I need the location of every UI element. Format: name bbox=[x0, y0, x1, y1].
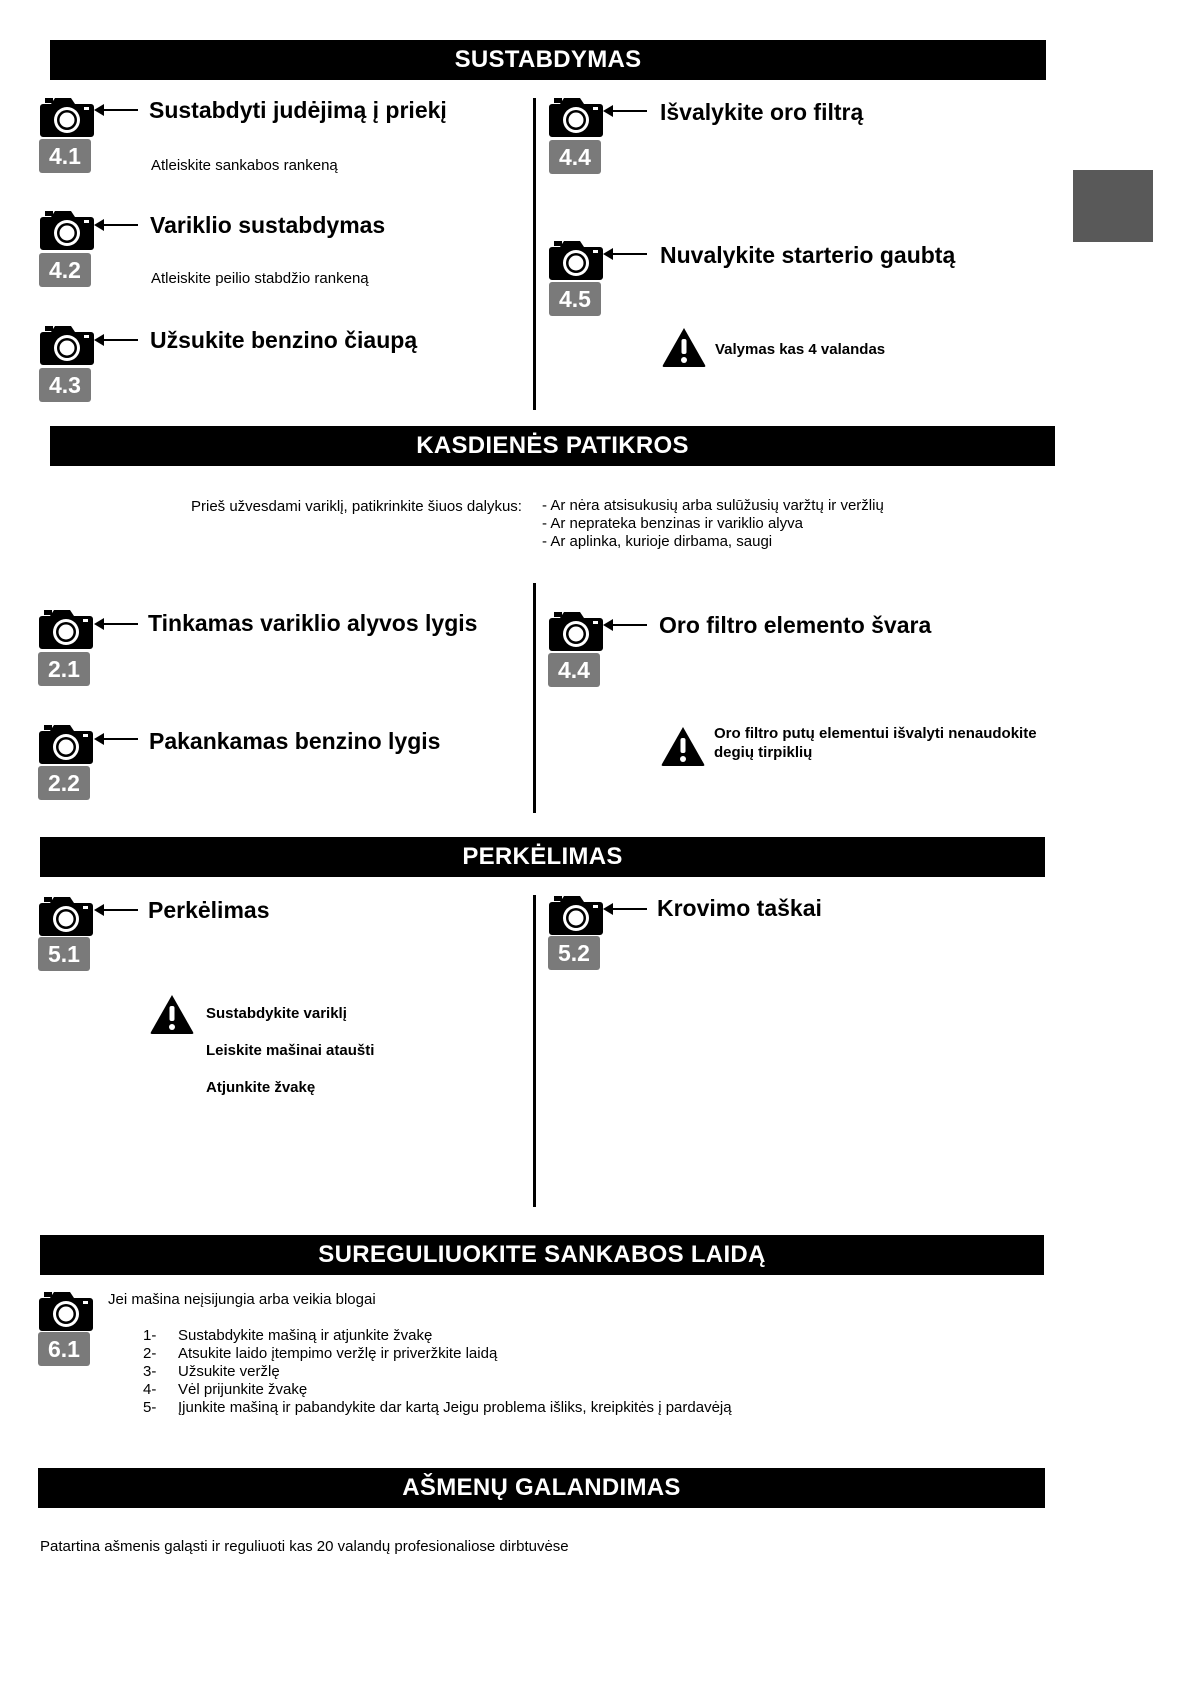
warning-icon bbox=[661, 326, 707, 368]
step-badge: 4.4 bbox=[548, 653, 600, 687]
section-header-transport: PERKĖLIMAS bbox=[40, 837, 1045, 877]
step-title: Užsukite benzino čiaupą bbox=[150, 327, 418, 353]
section-header-blades: AŠMENŲ GALANDIMAS bbox=[38, 1468, 1045, 1508]
step-badge: 4.3 bbox=[39, 368, 91, 402]
clutch-intro: Jei mašina neįsijungia arba veikia blogai bbox=[108, 1291, 376, 1308]
section-header-daily: KASDIENĖS PATIKROS bbox=[50, 426, 1055, 466]
camera-icon bbox=[38, 721, 94, 765]
warning-icon bbox=[660, 725, 706, 767]
arrow-left-icon bbox=[94, 903, 138, 917]
step-text: Vėl prijunkite žvakę bbox=[178, 1381, 308, 1398]
step-badge: 4.4 bbox=[549, 140, 601, 174]
step-text: Užsukite veržlę bbox=[178, 1363, 280, 1380]
step-title: Išvalykite oro filtrą bbox=[660, 99, 864, 125]
arrow-left-icon bbox=[94, 103, 138, 117]
warning-icon bbox=[149, 993, 195, 1035]
check-item: - Ar neprateka benzinas ir variklio alyva bbox=[542, 515, 803, 532]
arrow-left-icon bbox=[94, 333, 138, 347]
camera-icon bbox=[548, 94, 604, 138]
step-text: Atsukite laido įtempimo veržlę ir priveržkite laidą bbox=[178, 1345, 498, 1362]
check-item: - Ar aplinka, kurioje dirbama, saugi bbox=[542, 533, 773, 550]
camera-icon bbox=[38, 1288, 94, 1332]
step-title: Sustabdyti judėjimą į priekį bbox=[149, 97, 447, 123]
warning-line: degių tirpiklių bbox=[714, 744, 813, 761]
column-divider bbox=[533, 98, 536, 410]
arrow-left-icon bbox=[603, 247, 647, 261]
step-badge: 6.1 bbox=[38, 1332, 90, 1366]
step-badge: 4.5 bbox=[549, 282, 601, 316]
blades-note: Patartina ašmenis galąsti ir reguliuoti kas 20 valandų profesionaliose dirbtuvėse bbox=[40, 1538, 569, 1555]
chapter-tab bbox=[1073, 170, 1153, 242]
step-text: Sustabdykite mašiną ir atjunkite žvakę bbox=[178, 1327, 433, 1344]
column-divider bbox=[533, 583, 536, 813]
warning-list bbox=[206, 995, 374, 1106]
column-divider bbox=[533, 895, 536, 1207]
arrow-left-icon bbox=[94, 218, 138, 232]
warning-line: Atjunkite žvakę bbox=[206, 1079, 316, 1096]
warning-text bbox=[714, 724, 1037, 762]
step-badge: 5.1 bbox=[38, 937, 90, 971]
warning-line: Sustabdykite variklį bbox=[206, 1005, 347, 1022]
camera-icon bbox=[548, 892, 604, 936]
list-item bbox=[143, 1381, 732, 1399]
step-badge: 4.1 bbox=[39, 139, 91, 173]
camera-icon bbox=[38, 893, 94, 937]
step-title: Tinkamas variklio alyvos lygis bbox=[148, 610, 478, 636]
camera-icon bbox=[548, 608, 604, 652]
step-title: Perkėlimas bbox=[148, 897, 270, 923]
daily-checks bbox=[542, 497, 884, 551]
step-text: Įjunkite mašiną ir pabandykite dar kartą Jeigu problema išliks, kreipkitės į pardavėją bbox=[178, 1399, 732, 1416]
step-note: Atleiskite peilio stabdžio rankeną bbox=[151, 270, 369, 287]
list-item bbox=[143, 1399, 732, 1417]
step-badge: 2.2 bbox=[38, 766, 90, 800]
arrow-left-icon bbox=[603, 902, 647, 916]
step-number: 5- bbox=[143, 1399, 157, 1416]
step-number: 1- bbox=[143, 1327, 157, 1344]
arrow-left-icon bbox=[603, 618, 647, 632]
daily-intro: Prieš užvesdami variklį, patikrinkite šiuos dalykus: bbox=[191, 498, 522, 515]
list-item bbox=[143, 1327, 732, 1345]
arrow-left-icon bbox=[603, 104, 647, 118]
camera-icon bbox=[39, 207, 95, 251]
step-title: Pakankamas benzino lygis bbox=[149, 728, 441, 754]
step-badge: 5.2 bbox=[548, 936, 600, 970]
camera-icon bbox=[39, 94, 95, 138]
step-title: Krovimo taškai bbox=[657, 895, 822, 921]
arrow-left-icon bbox=[94, 617, 138, 631]
step-number: 4- bbox=[143, 1381, 157, 1398]
list-item bbox=[143, 1363, 732, 1381]
warning-text: Valymas kas 4 valandas bbox=[715, 341, 886, 358]
check-item: - Ar nėra atsisukusių arba sulūžusių varžtų ir veržlių bbox=[542, 497, 884, 514]
section-header-stop: SUSTABDYMAS bbox=[50, 40, 1046, 80]
section-header-clutch: SUREGULIUOKITE SANKABOS LAIDĄ bbox=[40, 1235, 1044, 1275]
clutch-steps bbox=[143, 1327, 732, 1417]
step-title: Oro filtro elemento švara bbox=[659, 612, 932, 638]
camera-icon bbox=[39, 322, 95, 366]
step-number: 3- bbox=[143, 1363, 157, 1380]
step-note: Atleiskite sankabos rankeną bbox=[151, 157, 338, 174]
warning-line: Leiskite mašinai ataušti bbox=[206, 1042, 375, 1059]
step-title: Nuvalykite starterio gaubtą bbox=[660, 242, 956, 268]
step-title: Variklio sustabdymas bbox=[150, 212, 386, 238]
step-number: 2- bbox=[143, 1345, 157, 1362]
step-badge: 4.2 bbox=[39, 253, 91, 287]
list-item bbox=[143, 1345, 732, 1363]
warning-line: Oro filtro putų elementui išvalyti nenaudokite bbox=[714, 725, 1037, 742]
camera-icon bbox=[38, 606, 94, 650]
arrow-left-icon bbox=[94, 732, 138, 746]
step-badge: 2.1 bbox=[38, 652, 90, 686]
camera-icon bbox=[548, 237, 604, 281]
